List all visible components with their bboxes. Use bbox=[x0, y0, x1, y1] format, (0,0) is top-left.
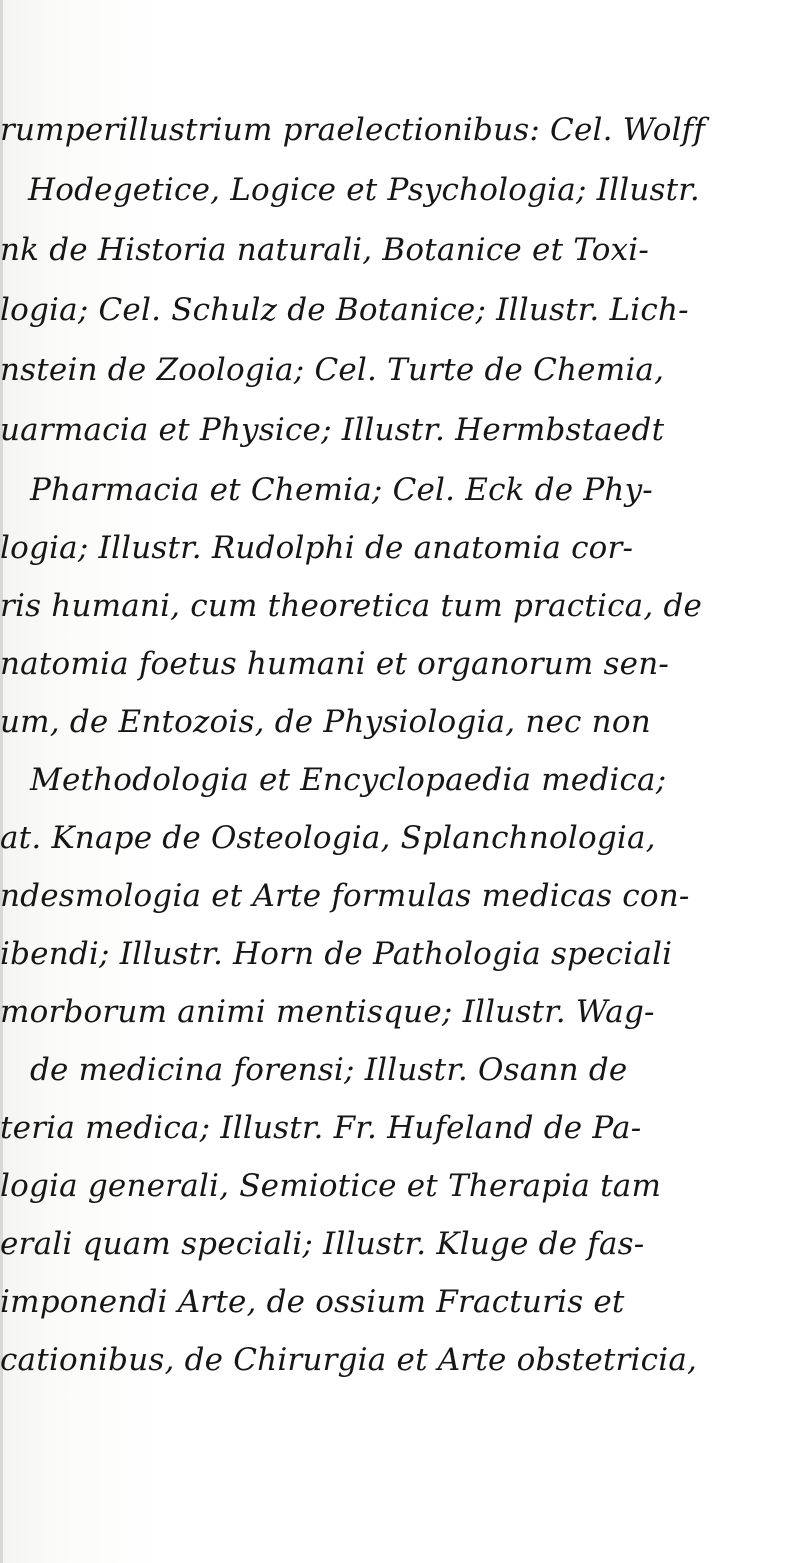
text-line: Hodegetice, Logice et Psychologia; Illustr. bbox=[28, 172, 700, 208]
text-line: morborum animi mentisque; Illustr. Wag- bbox=[0, 994, 655, 1030]
text-line: teria medica; Illustr. Fr. Hufeland de Pa- bbox=[0, 1110, 642, 1146]
text-line: logia; Illustr. Rudolphi de anatomia cor- bbox=[0, 530, 634, 566]
text-line: um, de Entozois, de Physiologia, nec non bbox=[0, 704, 651, 740]
text-line: at. Knape de Osteologia, Splanchnologia, bbox=[0, 820, 656, 856]
text-line: Pharmacia et Chemia; Cel. Eck de Phy- bbox=[30, 472, 653, 508]
text-line: rumperillustrium praelectionibus: Cel. Wolff bbox=[0, 112, 706, 148]
text-line: imponendi Arte, de ossium Fracturis et bbox=[0, 1284, 625, 1320]
text-line: de medicina forensi; Illustr. Osann de bbox=[30, 1052, 628, 1088]
text-line: nk de Historia naturali, Botanice et Toxi- bbox=[0, 232, 650, 268]
text-line: Methodologia et Encyclopaedia medica; bbox=[30, 762, 667, 798]
text-line: nstein de Zoologia; Cel. Turte de Chemia, bbox=[0, 352, 665, 388]
text-line: ibendi; Illustr. Horn de Pathologia speciali bbox=[0, 936, 673, 972]
text-line: ndesmologia et Arte formulas medicas con- bbox=[0, 878, 690, 914]
text-line: cationibus, de Chirurgia et Arte obstetricia, bbox=[0, 1342, 698, 1378]
text-line: logia generali, Semiotice et Therapia tam bbox=[0, 1168, 662, 1204]
text-line: logia; Cel. Schulz de Botanice; Illustr. Lich- bbox=[0, 292, 689, 328]
text-line: ris humani, cum theoretica tum practica, de bbox=[0, 588, 703, 624]
text-line: erali quam speciali; Illustr. Kluge de fas- bbox=[0, 1226, 645, 1262]
text-line: natomia foetus humani et organorum sen- bbox=[0, 646, 670, 682]
text-line: uarmacia et Physice; Illustr. Hermbstaedt bbox=[0, 412, 665, 448]
